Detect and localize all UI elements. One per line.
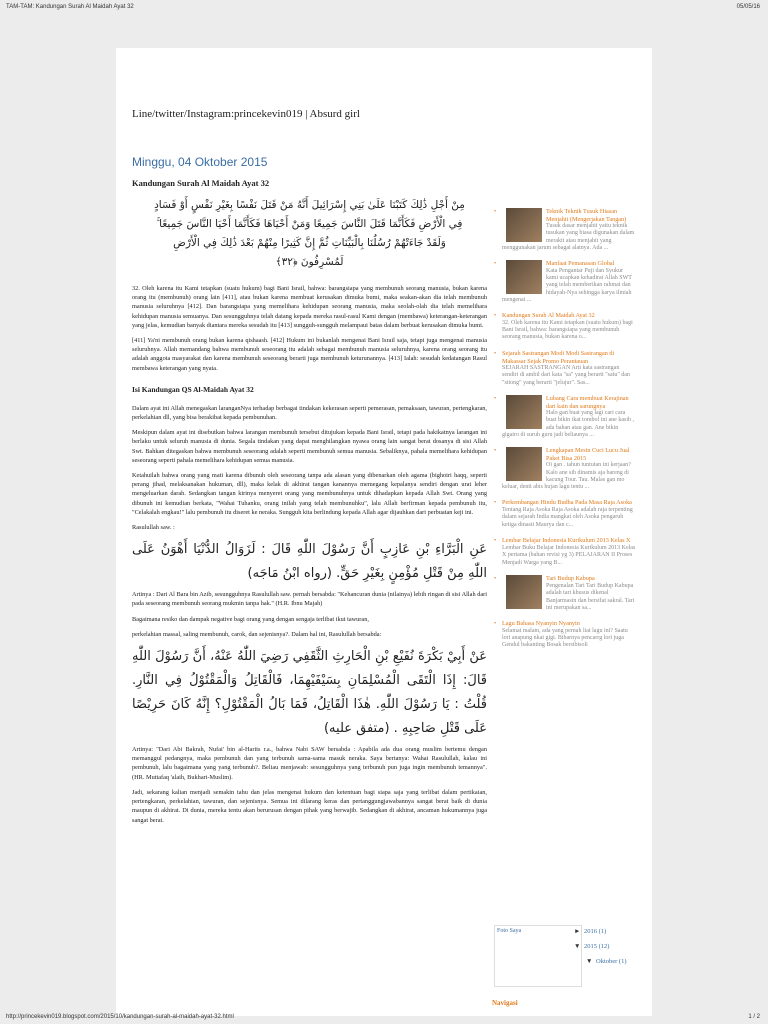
bullet-icon: • [494,351,497,358]
popular-post-snippet: Halo gan buat yang lagi cari cara buat bikin ikat tombol ini ane kasih , ada bahan atau gan. Ane bikin gigatro di suruh guru jadi beliaunya ... [502,410,634,438]
paragraph-5: perkelahian massal, saling membunuh, carok, dan sejenisnya?. Dalam hal ini, Rasulullah bersabda: [132,630,382,638]
hadith-1-arabic: عَنِ الْبَرَّاءِ بْنِ عَازِبٍ أَنَّ رَسُوْلَ اللّٰهِ قَالَ : لَزَوَالُ الدُّنْيَا أَهْوَنُ عَلَى اللّٰهِ مِنْ قَتْلِ مُؤْمِنٍ بِغَيْرِ حَقٍّ. (رواه ابْنُ مَاجَه) [132,542,487,582]
hadith-2-translation: Artinya: "Dari Abi Bakrah, Nufai' bin al-Harits r.a., bahwa Nabi SAW bersabda : Apabila ada dua orang muslim bertemu dengan memanggul pedangnya, maka pembunuh dan yang terbunuh sama-sama masuk neraka. Saya bertanya: Wahai Rasulullah, kalau ini pembunuh, lalu bagaimana yang yang terbunuh?. Beliau menjawab: sesungguhnya yang terbunuh pun juga ingin membunuh temannya". (HR. Muttafaq 'alaih, Bukhari-Muslim). [132,746,487,781]
navigation-label: Navigasi [492,999,518,1007]
popular-post-snippet: Oi gan . tahun tuntutan ini kerjaan? Kalo ane sih dinamis aja bareng di kacung Tour. Tau. Malas gan mo keluar, dentt abis hujan lagu tentu ... [502,462,631,491]
post-thumbnail[interactable] [506,395,542,429]
arabic-verse: مِنْ أَجْلِ ذَٰلِكَ كَتَبْنَا عَلَىٰ بَنِي إِسْرَائِيلَ أَنَّهُ مَنْ قَتَلَ نَفْسًا بِغَيْرِ نَفْسٍ أَوْ فَسَادٍ فِي الْأَرْضِ فَكَأَنَّمَا قَتَلَ النَّاسَ جَمِيعًا وَمَنْ أَحْيَاهَا فَكَأَنَّمَا أَحْيَا النَّاسَ جَمِيعًا ۚ وَلَقَدْ جَاءَتْهُمْ رُسُلُنَا بِالْبَيِّنَاتِ ثُمَّ إِنَّ كَثِيرًا مِنْهُمْ بَعْدَ ذَٰلِكَ فِي الْأَرْضِ لَمُسْرِفُونَ ﴿٣٢﴾ [154,199,465,268]
popular-post-snippet: Lembar Buku Belajar Indonesia Kurikulum 2013 Kelas X pertama (bahan revisi yg 3) PELAJARAN II Proses Menjadi Warga yang B... [502,544,636,566]
print-footer-url: http://princekevin019.blogspot.com/2015/10/kandungan-surah-al-maidah-ayat-32.html [6,1014,234,1020]
archive-year-2016[interactable] [574,928,627,935]
popular-post-title[interactable]: Manfaat Pemanasan Global [546,260,615,268]
popular-post-snippet: Kata Pengantar Puji dan Syukur kami ucapkan kehadirat Allah SWT yang telah memberikan rahmat dan hidayah-Nya sehingga karya ilmiah mengenai ... [502,267,632,303]
popular-post-item[interactable] [494,575,636,612]
archive-2015-link[interactable]: 2015 (12) [584,943,610,950]
popular-post-item[interactable] [494,395,636,439]
popular-post-title[interactable]: Perkembangan Hindu Budha Pada Masa Raja Asoka [502,499,632,507]
popular-post-snippet: Pengenalan Tari Tari Budup Kabupa adalah tari khusus dikenal Banjarmasin dan bersifat sakral. Tari ini merupakan sa... [546,582,635,611]
popular-post-item[interactable] [494,620,636,650]
popular-post-item[interactable] [494,350,636,387]
bullet-icon: • [494,621,497,628]
print-header-title: TAM-TAM: Kandungan Surah Al Maidah Ayat 32 [6,4,134,10]
hadith-2-arabic: عَنْ أَبِيْ بَكْرَةَ نُفَيْعِ بْنِ الْحَارِثِ الثَّقَفِي رَضِيَ اللّٰهُ عَنْهُ، أَنَّ رَسُوْلَ اللّٰهِ قَالَ: إِذَا الْتَقَى الْمُسْلِمَانِ بِسَيْفَيْهِمَا، فَالْقَاتِلُ وَالْمَقْتُوْلُ فِي النَّارِ. قُلْتُ : يَا رَسُوْلَ اللّٰهِ. هٰذَا الْقَاتِلُ، فَمَا بَالُ الْمَقْتُوْلِ؟ إِنَّهُ كَانَ حَرِيْصًا عَلَى قَتْلِ صَاحِبِهِ . (متفق عليه) [132,649,487,737]
popular-post-snippet: Selamat malam, ada yang pernah liat lagu ini? Saatu lori anapung nkat gigi. Bibarnya pencarrg lori juga Gendul bakanting Bosak bersibisoli [502,627,628,649]
popular-post-title[interactable]: Teknik Teknik Tusuk Hiasan Menjahit (Mengerjakan Tangan) [546,208,627,223]
bullet-icon: • [494,396,497,403]
print-header [0,0,768,14]
blog-page [116,48,652,1016]
post-thumbnail[interactable] [506,575,542,609]
bullet-icon: • [494,261,497,268]
print-footer-page: 1 / 2 [748,1014,760,1020]
post-body [132,178,487,831]
triangle-down-icon: ▼ [586,958,593,965]
popular-post-snippet: Tentang Raja Asoka Raja Asoka adalah raja terpenting dalam sejarah India mangkat oleh Asoka pengaruh ketiga dinasti Maurya dan c... [502,506,633,528]
verse-translation: 32. Oleh karena itu Kami tetapkan (suatu hukum) bagi Bani Israil, bahwa: barangsiapa yang membunuh seorang manusia, bukan karena orang itu (membunuh) orang lain [411], atau bukan karena membuat kerusakan dimuka bumi, maka seakan-akan dia telah membunuh manusia seluruhnya [412]. Dan barangsiapa yang memelihara kehidupan seorang manusia, maka seolah-olah dia telah memelihara kehidupan manusia semuanya. Dan sesungguhnya telah datang kepada mereka rasul-rasul Kami dengan (membawa) keterangan-keterangan yang jelas, kemudian banyak diantara mereka sesudah itu [413] sungguh-sungguh melampaui batas dalam berbuat kerusakan dimuka bumi. [132,285,487,329]
post-thumbnail[interactable] [506,208,542,242]
print-header-date: 05/05/16 [736,4,760,10]
archive-month-oktober[interactable] [574,958,627,965]
popular-post-item[interactable] [494,499,636,529]
paragraph-4: Bagaimana resiko dan dampak negative bagi orang yang dengan sengaja terlibat ikut tawuran, [132,615,369,623]
paragraph-1: Dalam ayat ini Allah menegaskan laranganNya terhadap berbagai tindakan kekerasan seperti pemerasan, pemaksaan, tawuran, pertengkaran, perkelahian dll, yang bisa berakibat kepada pembunuhan. [132,404,487,422]
popular-post-item[interactable] [494,447,636,491]
triangle-right-icon: ► [574,928,581,935]
popular-post-title[interactable]: Tari Budup Kabupa [546,575,595,583]
blog-header-link[interactable]: Line/twitter/Instagram:princekevin019 | Absurd girl [132,108,360,120]
post-title: Kandungan Surah Al Maidah Ayat 32 [132,178,270,188]
popular-post-title[interactable]: Lengkapan Mesin Cuci Lucu Jual Paket Bisa 2015 [546,447,630,462]
bullet-icon: • [494,538,497,545]
blog-archive [574,928,627,973]
bullet-icon: • [494,448,497,455]
hadith-1-translation: Artinya : Dari Al Bara bin Azib, sesungguhnya Rasulullah saw. pernah bersabda: "Kehancuran dunia (nilainya) lebih ringan di sisi Allah dari pada seseorang membunuh seorang mukmin tanpa hak." (H.R. Ibnu Majah) [132,591,487,608]
post-thumbnail[interactable] [506,260,542,294]
popular-post-snippet: Tusuk dasar menjahit yaitu teknik tusukan yang biasa digunakan dalam merakit atau menjahit yang menggunakan jarum sebagai alatnya. Ada ... [502,223,635,251]
popular-posts-sidebar [494,208,636,658]
popular-post-snippet: 32. Oleh karena itu Kami tetapkan (suatu hukum) bagi Bani Israil, bahwa: barangsiapa yang membunuh seorang manusia, bukan karena o... [502,319,633,341]
archive-2016-link[interactable]: 2016 (1) [584,928,607,935]
print-footer [0,1010,768,1024]
popular-post-title[interactable]: Lubang Cara membuat Kerajinan dari kain dan sarungnya [546,395,629,410]
profile-box-label: Foto Saya [497,928,522,934]
popular-post-title[interactable]: Kandungan Surah Al Maidah Ayat 32 [502,312,595,320]
popular-post-title[interactable]: Lembar Belajar Indonesia Kurikulum 2013 Kelas X [502,537,631,545]
verse-notes: [411] Ya'ni membunuh orang bukan karena qishaash. [412] Hukum ini bukanlah mengenai Bani Israil saja, tetapi juga mengenai manusia seluruhnya. Allah memandang bahwa membunuh seseorang itu adalah sebagai membunuh manusia seluruhnya, karena orang seorang itu adalah anggota masyarakat dan karena membunuh seseorang berarti juga membunuh keturunannya. [413] Ialah: sesudah kedatangan Rasul membawa keterangan yang nyata. [132,337,487,372]
bullet-icon: • [494,209,497,215]
popular-post-item[interactable] [494,208,636,252]
profile-box [494,925,582,987]
post-thumbnail[interactable] [506,447,542,481]
popular-post-title[interactable]: Sejarah Sastrangan Modi Modi Sastrangan di Makassar Sejak Promo Perantauan [502,350,615,365]
bullet-icon: • [494,313,497,320]
popular-post-item[interactable] [494,312,636,342]
paragraph-6: Jadi, sekarang kalian menjadi semakin tahu dan jelas mengenai hukum dan ketentuan bagi siapa saja yang terlibat dalam pertikaian, pertengkaran, perkelahian, tawuran, dan sejenisnya. Semua ini dilarang keras dan pertanggungjawabannya sangat berat baik di dunia maupun di akhirat. Di dunia, mereka tentu akan berurusan dengan pihak yang berwajib. Sedangkan di akhirat, ancaman hukumannya juga sangat berat. [132,788,487,824]
section-title: Isi Kandungan QS Al-Maidah Ayat 32 [132,384,254,394]
paragraph-3: Ketahuilah bahwa orang yang mati karena dibunuh oleh seseorang tanpa ada alasan yang dibenarkan oleh agama (bighoiri haqq, seperti perang jihad, melaksanakan hukuman, dll), maka kelak di akhirat tangan kanannya memegang kepalanya sendiri dengan urat leher mengeluarkan darah. Sedangkan tangan kirinya menyeret orang yang membunuhnya untuk dihadapkan kepada Allah Swt. Orang yang dibunuh ini kemudian berkata, "Wahai Tuhanku, orang inilah yang telah membunuhku", lalu Allah berfirman kepada pembunuh itu, "Celakalah engkau!" lalu pembunuh itu diseret ke neraka. Sungguh kita berlindung kepada Allah agar dijauhkan dari perbuatan keji ini. [132,472,487,516]
archive-year-2015[interactable] [574,943,627,950]
triangle-down-icon: ▼ [574,943,581,950]
popular-post-item[interactable] [494,260,636,304]
bullet-icon: • [494,576,497,583]
bullet-icon: • [494,500,497,507]
paragraph-2: Meskipun dalam ayat ini disebutkan bahwa larangan membunuh tersebut ditujukan kepada Bani Israil, tetapi pada hakikatnya larangan ini berlaku untuk seluruh manusia di dunia. Segala tindakan yang dapat menghilangkan nyawa orang lain sangat berat dosanya di sisi Allah Swt. Bahkan ditegaskan bahwa membunuh seseorang adalah seperti membunuh semua manusia. Sebaliknya, pahala memelihara kehidupan seseorang seperti pahala memelihara kehidupan semua manusia. [132,429,487,464]
popular-post-title[interactable]: Lagu Bahasa Nyanyin Nyanyin [502,620,580,628]
archive-oktober-link[interactable]: Oktober (1) [596,958,627,965]
popular-post-snippet: SEJARAH SASTRANGAN Arti kata sastrangan sendiri di ambil dari kata "sa" yang berarti "satu" dan "sitong" yang berarti "jelujur". Sas... [502,365,630,386]
popular-post-item[interactable] [494,537,636,567]
rasulullah-label: Rasulullah saw. : [132,524,175,532]
post-date: Minggu, 04 Oktober 2015 [132,155,268,169]
